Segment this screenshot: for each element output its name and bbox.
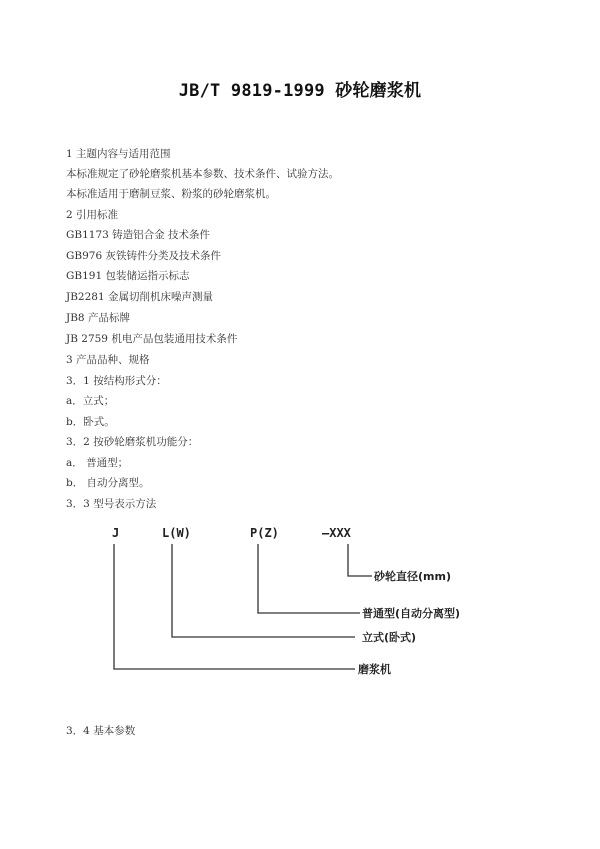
reference-item: JB2281 金属切削机床噪声测量 <box>66 291 213 303</box>
section-heading-1: 1 主题内容与适用范围 <box>66 148 171 160</box>
code-diameter: —XXX <box>322 526 351 540</box>
connector-diameter <box>348 544 372 576</box>
reference-item: JB8 产品标牌 <box>66 312 130 324</box>
label-diameter: 砂轮直径(mm) <box>374 570 451 583</box>
connector-j <box>114 544 355 669</box>
text-line: 本标准规定了砂轮磨浆机基本参数、技术条件、试验方法。 <box>66 168 339 180</box>
reference-item: GB976 灰铁铸件分类及技术条件 <box>66 250 221 262</box>
reference-item: GB191 包装储运指示标志 <box>66 270 190 282</box>
subsection-heading: 3．1 按结构形式分： <box>66 375 167 387</box>
connector-structure <box>172 544 355 637</box>
subsection-heading: 3．4 基本参数 <box>66 725 136 737</box>
label-machine: 磨浆机 <box>358 663 391 676</box>
document-title: JB/T 9819-1999 砂轮磨浆机 <box>178 81 422 101</box>
reference-item: GB1173 铸造铝合金 技术条件 <box>66 229 211 241</box>
reference-item: JB 2759 机电产品包装通用技术条件 <box>66 333 238 345</box>
section-heading-2: 2 引用标准 <box>66 209 119 221</box>
text-line: 本标准适用于磨制豆浆、粉浆的砂轮磨浆机。 <box>66 188 276 200</box>
connector-function <box>258 544 360 613</box>
subsection-heading: 3．2 按砂轮磨浆机功能分： <box>66 436 199 448</box>
subsection-heading: 3．3 型号表示方法 <box>66 498 157 510</box>
model-code-diagram <box>100 522 490 702</box>
list-item: b． 自动分离型。 <box>66 477 150 489</box>
list-item: a． 普通型； <box>66 457 129 469</box>
code-j: J <box>112 526 120 540</box>
section-heading-3: 3 产品品种、规格 <box>66 354 150 366</box>
code-function: P(Z) <box>250 526 279 540</box>
label-function: 普通型(自动分离型) <box>362 607 461 620</box>
code-structure: L(W) <box>162 526 191 540</box>
label-structure: 立式(卧式) <box>362 631 417 644</box>
list-item: a．立式； <box>66 395 115 407</box>
list-item: b．卧式。 <box>66 416 115 428</box>
